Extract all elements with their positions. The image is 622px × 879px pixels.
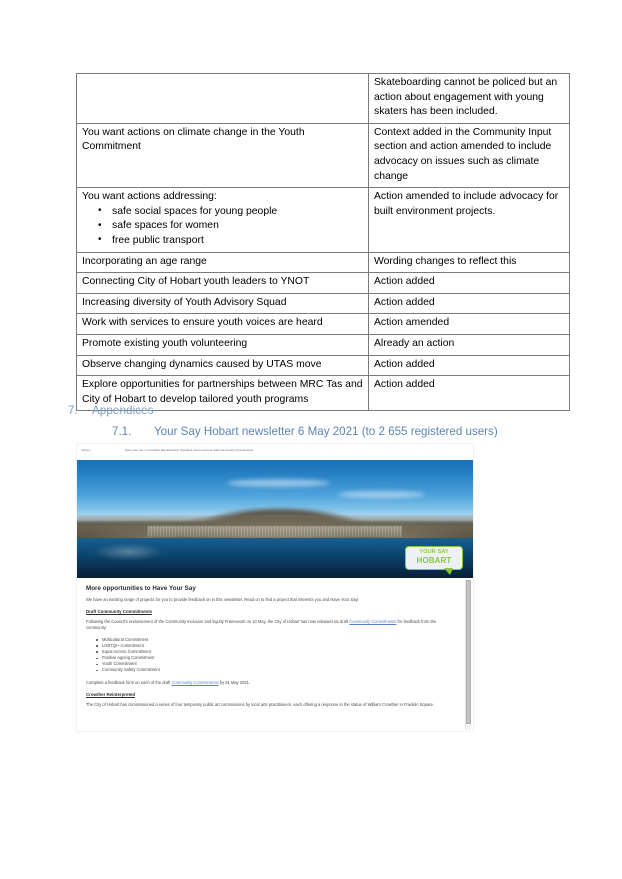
- table-row: [77, 188, 570, 252]
- water-shimmer: [93, 543, 164, 562]
- table-cell-feedback: Increasing diversity of Youth Advisory Squad: [77, 293, 369, 314]
- list-item: • safe spaces for women: [112, 219, 363, 234]
- table-cell-feedback: Work with services to ensure youth voices are heard: [77, 314, 369, 335]
- hero-panorama-image: [77, 460, 473, 578]
- table-cell-feedback: You want actions on climate change in the Youth Commitment: [77, 123, 369, 187]
- table-cell-feedback: [77, 188, 369, 252]
- table-cell-response: Action added: [369, 376, 570, 411]
- paragraph-text-after-link: for feedback from the community:: [86, 619, 437, 630]
- newsletter-crowther-paragraph: The City of Hobart has commissioned a series of four temporary public art commissions by local arts practitioners, each offering a response to the statue of William Crowther in Franklin Square.: [86, 701, 435, 707]
- logo-line-1: YOUR SAY: [419, 549, 449, 556]
- table-cell-response: Action amended: [369, 314, 570, 335]
- list-item: LGBTQI+ Commitment: [102, 643, 457, 649]
- cloud-shape: [338, 491, 425, 498]
- subsection-title: Your Say Hobart newsletter 6 May 2021 (to 2 655 registered users): [154, 425, 498, 438]
- section-heading-appendices: [68, 404, 488, 417]
- newsletter-body: [77, 578, 473, 732]
- logo-line-2: HOBART: [416, 556, 452, 565]
- feedback-bullet-list: [82, 205, 363, 249]
- table-cell-feedback: Observe changing dynamics caused by UTAS move: [77, 355, 369, 376]
- your-say-hobart-logo: [405, 546, 463, 570]
- table-cell-feedback: Promote existing youth volunteering: [77, 334, 369, 355]
- list-item: Community Safety Commitment: [102, 667, 457, 673]
- table-cell-response: Context added in the Community Input section and action amended to include advocacy on issues such as climate change: [369, 123, 570, 187]
- newsletter-scrollbar[interactable]: [465, 580, 471, 730]
- subject-label: Subject: [81, 448, 91, 452]
- scrollbar-thumb[interactable]: [466, 580, 471, 724]
- newsletter-title: More opportunities to Have Your Say: [86, 585, 196, 592]
- table-cell-feedback: Explore opportunities for partnerships between MRC Tas and City of Hobart to develop tailored youth programs: [77, 376, 369, 411]
- table-cell-feedback: Connecting City of Hobart youth leaders to YNOT: [77, 273, 369, 294]
- feedback-commitments-link[interactable]: Community Commitments: [171, 679, 219, 685]
- newsletter-subject-line: [77, 444, 473, 460]
- subsection-heading-newsletter: [112, 425, 572, 438]
- table-row: [77, 314, 570, 335]
- newsletter-commitments-paragraph: [86, 619, 457, 631]
- feedback-response-table: [76, 73, 570, 411]
- cloud-shape: [227, 479, 330, 487]
- cityscape-shape: [148, 526, 401, 537]
- list-item: Youth Commitment: [102, 661, 457, 667]
- feedback-text-after-link: by 31 May 2021.: [218, 679, 251, 685]
- newsletter-section-heading-crowther: Crowther Reinterpreted: [86, 691, 136, 697]
- list-item: Multicultural Commitment: [102, 637, 457, 643]
- subject-value: Have your say on Crowther Reinterpreted, Speakers Corner and our draft Community Commitments: [125, 448, 254, 452]
- commitments-list: [86, 637, 457, 674]
- table-cell-response: Skateboarding cannot be policed but an action about engagement with young skaters has been included.: [369, 74, 570, 124]
- table-cell-feedback: Incorporating an age range: [77, 252, 369, 273]
- table-cell-feedback: [77, 74, 369, 124]
- list-item: • free public transport: [112, 234, 363, 249]
- newsletter-feedback-paragraph: [86, 680, 457, 686]
- table-row: [77, 334, 570, 355]
- subsection-number: 7.1.: [112, 425, 132, 438]
- table-body: [77, 74, 570, 411]
- section-title: Appendices: [92, 404, 154, 417]
- feedback-text-before-link: Complete a feedback form on each of the draft: [86, 679, 172, 685]
- newsletter-section-heading-commitments: Draft Community Commitments: [86, 609, 153, 614]
- table-row: [77, 252, 570, 273]
- newsletter-intro-paragraph: We have an exciting range of projects for you to provide feedback on in this newsletter. Read on to find a project that interests you and Have Your Say!: [86, 597, 359, 602]
- table-cell-response: Action added: [369, 293, 570, 314]
- section-number: 7.: [68, 404, 78, 417]
- list-item: Equal Access Commitment: [102, 649, 457, 655]
- list-item: Positive Ageing Commitment: [102, 655, 457, 661]
- table-cell-response: Already an action: [369, 334, 570, 355]
- table-cell-response: Action amended to include advocacy for built environment projects.: [369, 188, 570, 252]
- table-cell-response: Action added: [369, 355, 570, 376]
- list-item: • safe social spaces for young people: [112, 205, 363, 220]
- community-commitments-link[interactable]: Community Commitments: [349, 619, 397, 624]
- table-row: [77, 74, 570, 124]
- table-row: [77, 293, 570, 314]
- table-cell-response: Action added: [369, 273, 570, 294]
- paragraph-text-before-link: Following the Council's endorsement of the Community Inclusion and Equity Framework on 10 May, the City of Hobart has now released six draft: [86, 619, 350, 624]
- table-row: [77, 355, 570, 376]
- table-row: [77, 273, 570, 294]
- table-cell-response: Wording changes to reflect this: [369, 252, 570, 273]
- feedback-intro-text: You want actions addressing:: [82, 191, 217, 203]
- table-row: [77, 123, 570, 187]
- newsletter-screenshot: [76, 443, 474, 732]
